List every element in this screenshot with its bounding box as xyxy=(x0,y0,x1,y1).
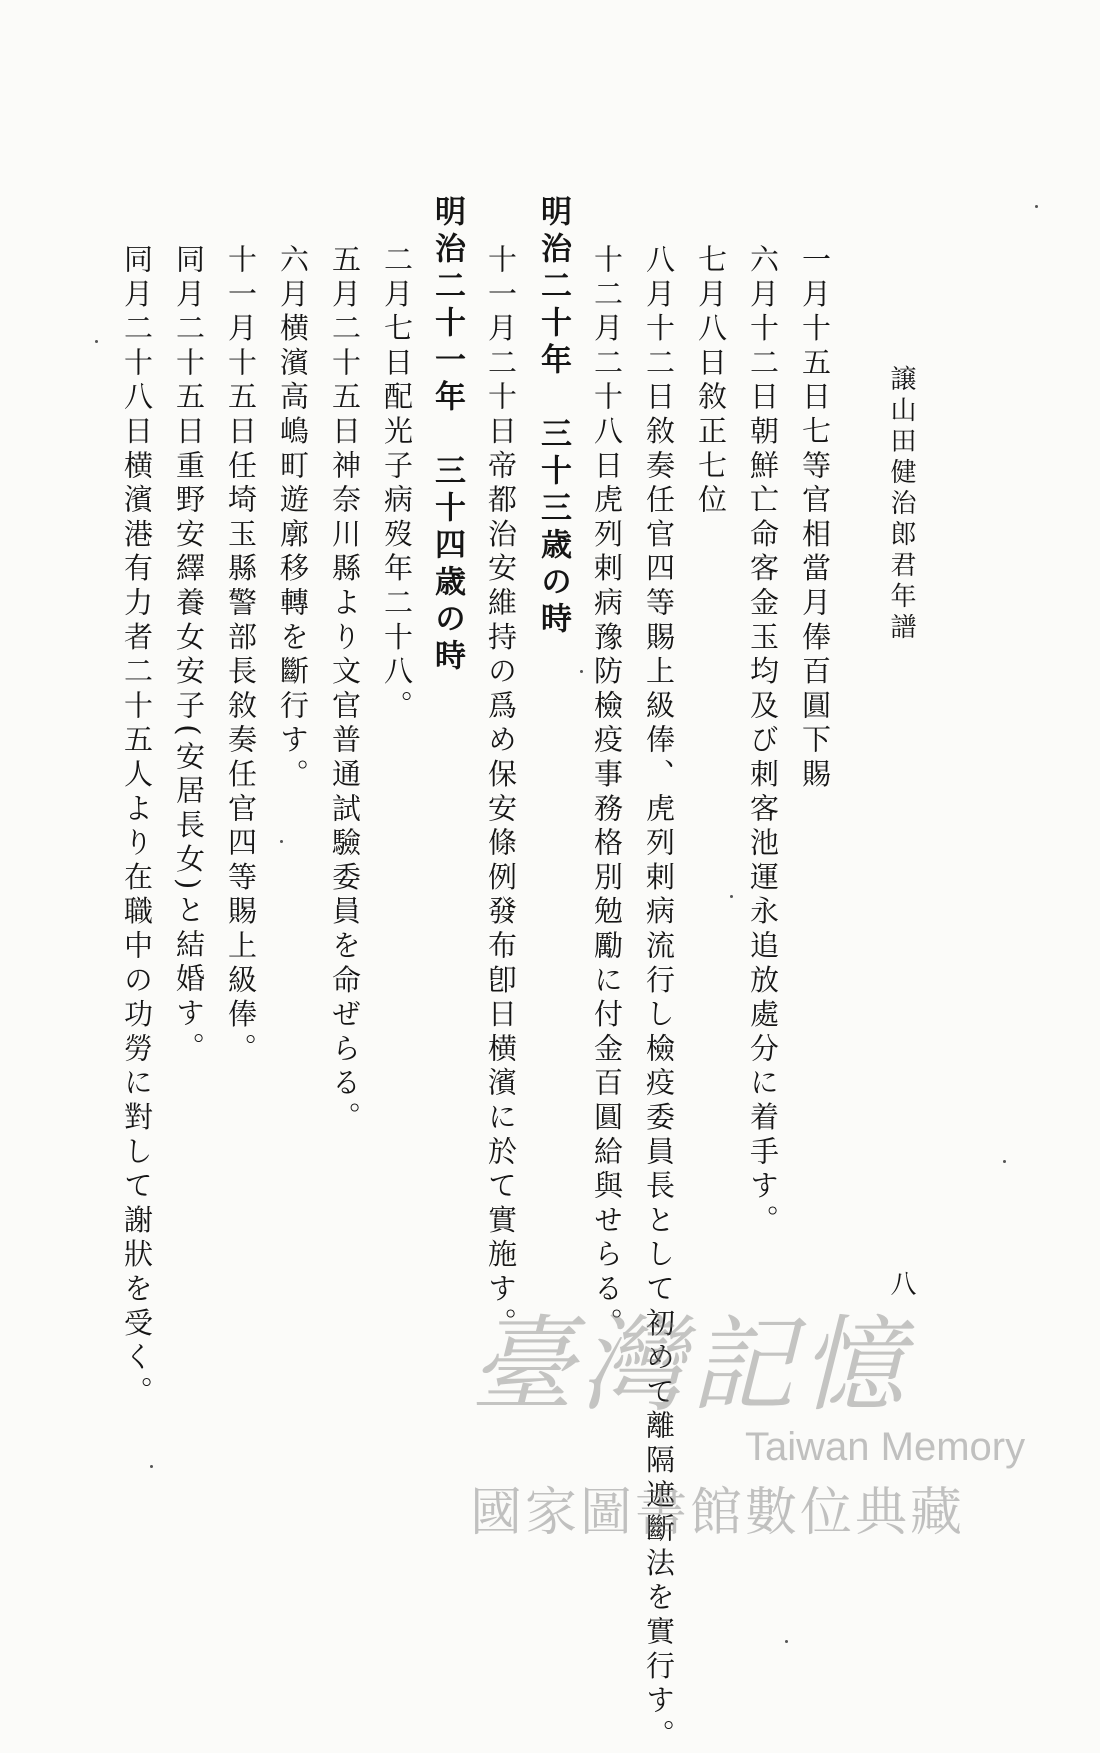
scan-speck xyxy=(95,340,98,343)
entry-column: 十二月二十八日虎列剌病豫防檢疫事務格別勉勵に付金百圓給與せらる。 xyxy=(590,244,624,1342)
watermark-org: 國家圖書館數位典藏 xyxy=(470,1483,966,1543)
year-heading: 明治二十一年 三十四歳の時 xyxy=(429,195,465,676)
entry-column: 六月横濱高嶋町遊廓移轉を斷行す。 xyxy=(276,244,310,793)
scan-speck xyxy=(785,1640,788,1643)
entry-column: 五月二十五日神奈川縣より文官普通試驗委員を命ぜらる。 xyxy=(328,244,362,1136)
watermark-subtitle: Taiwan Memory xyxy=(745,1425,1026,1469)
scan-speck xyxy=(150,1465,153,1468)
scan-speck xyxy=(280,840,283,843)
entry-column: 十一月十五日任埼玉縣警部長敘奏任官四等賜上級俸。 xyxy=(224,244,258,1068)
entry-column: 十一月二十日帝都治安維持の爲め保安條例發布卽日横濱に於て實施す。 xyxy=(484,244,518,1342)
watermark-title: 臺灣記憶 xyxy=(470,1304,911,1426)
entry-column: 一月十五日七等官相當月俸百圓下賜 xyxy=(798,244,832,793)
entry-column: 八月十二日敘奏任官四等賜上級俸、虎列剌病流行し檢疫委員長として初めて離隔遮斷法を實行す。 xyxy=(642,244,676,1753)
watermark xyxy=(470,1305,1070,1605)
entry-column: 同月二十八日横濱港有力者二十五人より在職中の功勞に對して謝狀を受く。 xyxy=(120,244,154,1411)
entry-column: 同月二十五日重野安繹養女安子(安居長女)と結婚す。 xyxy=(172,244,206,1067)
entry-column: 六月十二日朝鮮亡命客金玉均及び刺客池運永追放處分に着手す。 xyxy=(746,244,780,1239)
entry-column: 七月八日敘正七位 xyxy=(694,244,728,519)
year-heading: 明治二十年 三十三歳の時 xyxy=(535,195,571,639)
page-number: 八 xyxy=(886,1270,916,1296)
scan-speck xyxy=(580,670,583,673)
scan-speck xyxy=(730,895,733,898)
running-head: 譲山田健治郎君年譜 xyxy=(886,365,916,644)
scan-speck xyxy=(1003,1160,1006,1163)
entry-column: 二月七日配光子病歿年二十八。 xyxy=(380,244,414,725)
scan-speck xyxy=(1035,205,1038,208)
